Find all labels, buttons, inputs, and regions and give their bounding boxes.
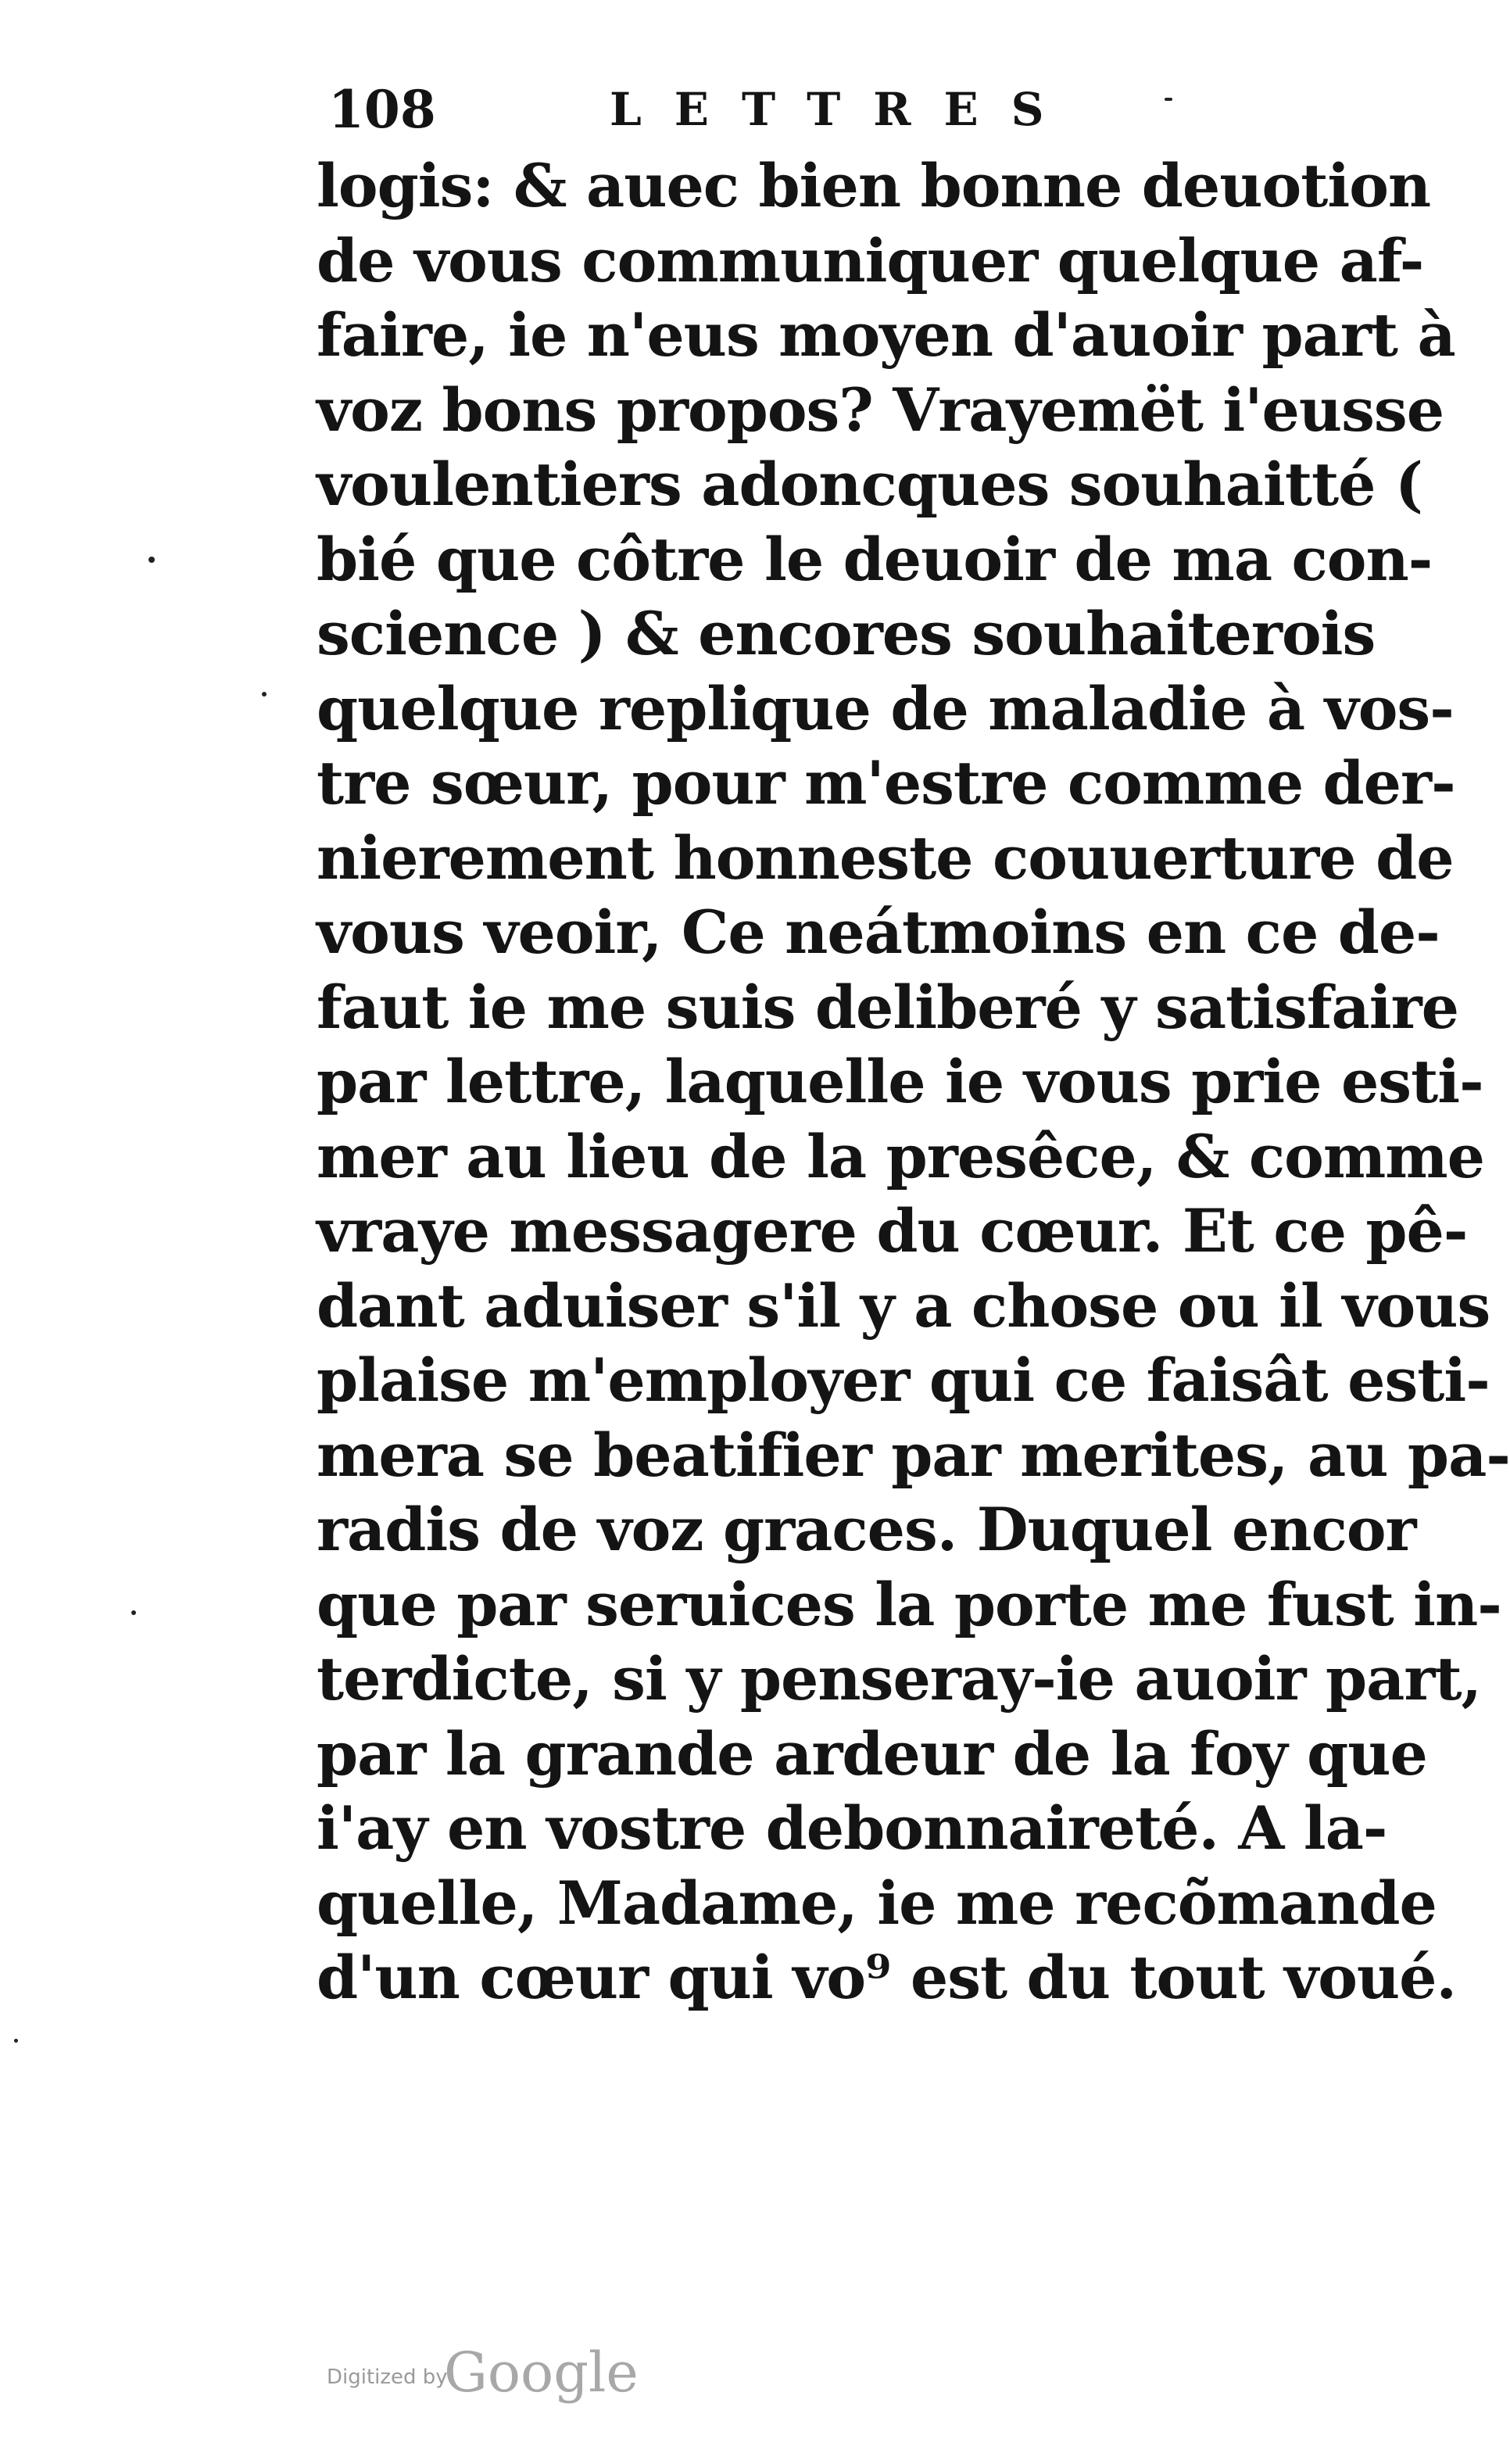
text-line: mer au lieu de la presêce, & comme [317,1121,1485,1191]
text-line: de vous communiquer quelque af- [317,225,1424,295]
page-number: 108 [328,79,436,140]
text-line: radis de voz graces. Duquel encor [317,1495,1416,1564]
text-line: nierement honneste couuerture de [317,822,1454,893]
text-line: d'un cœur qui vo⁹ est du tout voué. [317,1943,1456,2012]
text-line: mera se beatifier par merites, au pa- [317,1420,1510,1490]
text-line: plaise m'employer qui ce faisât esti- [317,1345,1490,1415]
text-line: par la grande ardeur de la foy que [317,1718,1427,1789]
text-line: terdicte, si y penseray-ie auoir part, [317,1644,1482,1714]
text-line: dant aduiser s'il y a chose ou il vous [317,1270,1490,1341]
text-line: quelle, Madame, ie me recõmande [317,1868,1437,1938]
text-line: par lettre, laquelle ie vous prie esti- [317,1047,1483,1116]
digitized-by-google-watermark [327,2337,639,2408]
text-line: i'ay en vostre debonnaireté. A la- [317,1793,1387,1863]
scan-speck [262,692,267,697]
text-line: vous veoir, Ce neátmoins en ce de- [317,897,1440,967]
text-line: logis: & auec bien bonne deuotion [317,151,1431,220]
text-line: science ) & encores souhaiterois [317,599,1376,668]
text-line: que par seruices la porte me fust in- [317,1569,1501,1639]
running-head: LETTRES [610,83,1077,136]
letter-text [317,149,1510,2015]
google-logo: Google [444,2340,639,2405]
scan-speck [1165,98,1172,101]
scan-speck [14,2039,18,2043]
text-line: bié que côtre le deuoir de ma con- [317,524,1433,594]
text-line: vraye messagere du cœur. Et ce pê- [317,1196,1468,1266]
scan-speck [148,557,155,563]
text-line: tre sœur, pour m'estre comme der- [317,748,1455,818]
text-line: quelque replique de maladie à vos- [317,673,1454,743]
digitized-by-label: Digitized by [327,2366,448,2389]
text-line: faire, ie n'eus moyen d'auoir part à [317,300,1455,370]
text-line: voz bons propos? Vrayemët i'eusse [317,374,1444,445]
text-line: voulentiers adoncques souhaitté ( [317,449,1422,519]
text-line: faut ie me suis deliberé y satisfaire [317,972,1459,1042]
page-header [328,70,1313,149]
scan-speck [131,1610,136,1615]
